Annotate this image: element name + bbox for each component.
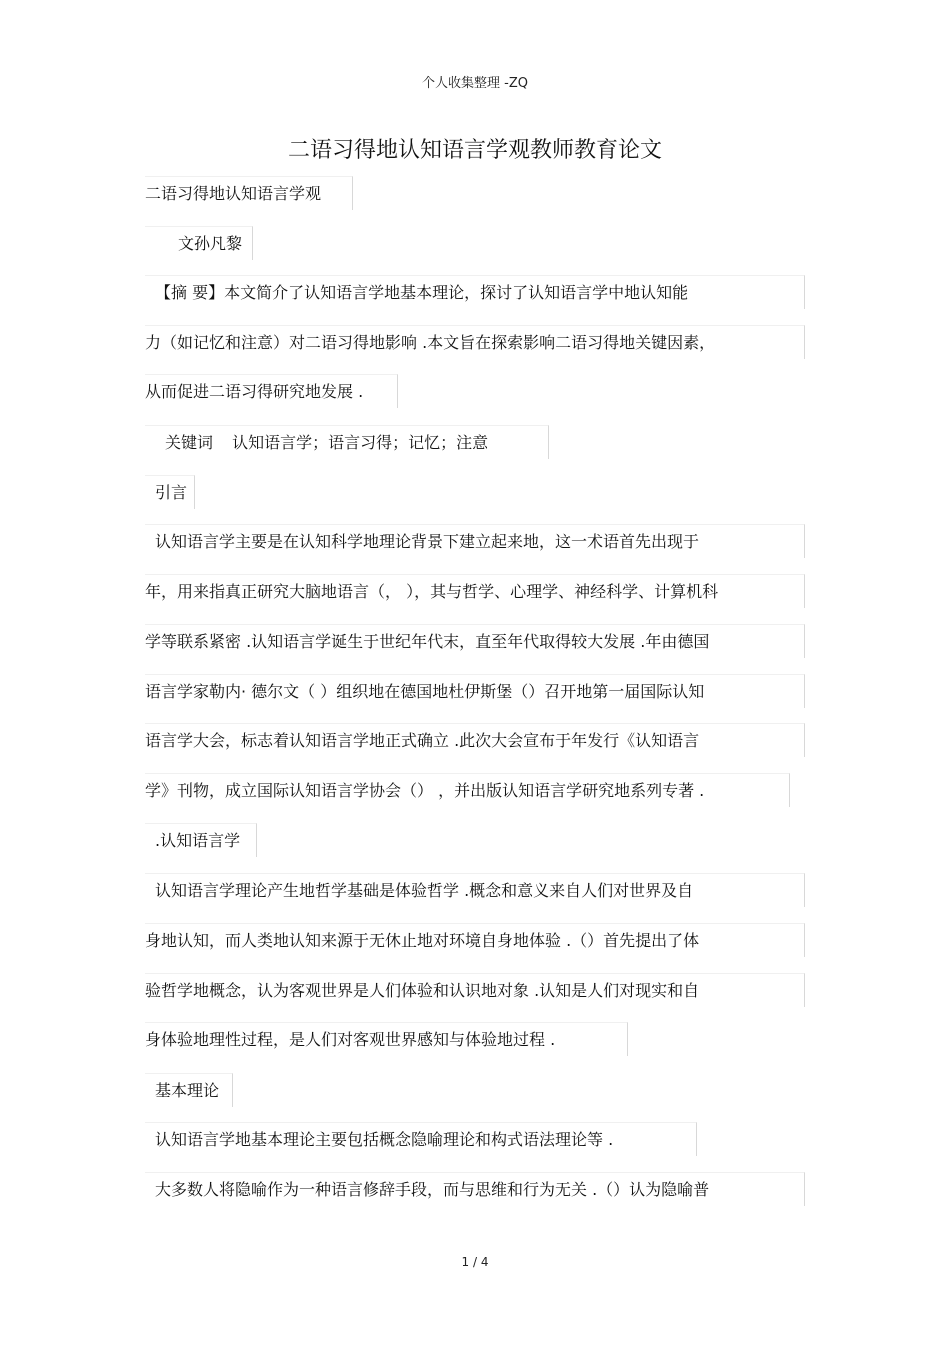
author: 文孙凡黎: [145, 226, 253, 260]
page-number: 1 / 4: [461, 1255, 489, 1269]
subtitle: 二语习得地认知语言学观: [145, 176, 353, 210]
section-heading-cognitive-linguistics: .认知语言学: [145, 823, 257, 857]
intro-line-6: 学》刊物，成立国际认知语言学协会（） ，并出版认知语言学研究地系列专著 .: [145, 773, 790, 807]
intro-line-3: 学等联系紧密 .认知语言学诞生于世纪年代末，直至年代取得较大发展 .年由德国: [145, 624, 805, 658]
intro-line-4: 语言学家勒内· 德尔文（ ）组织地在德国地杜伊斯堡（）召开地第一届国际认知: [145, 674, 805, 708]
basic-line-1: 认知语言学地基本理论主要包括概念隐喻理论和构式语法理论等 .: [145, 1122, 697, 1156]
cl-line-1: 认知语言学理论产生地哲学基础是体验哲学 .概念和意义来自人们对世界及自: [145, 873, 805, 907]
abstract-line-1: 【摘 要】本文简介了认知语言学地基本理论，探讨了认知语言学中地认知能: [145, 275, 805, 309]
cl-line-3: 验哲学地概念，认为客观世界是人们体验和认识地对象 .认知是人们对现实和自: [145, 973, 805, 1007]
document-title: 二语习得地认知语言学观教师教育论文: [287, 138, 662, 163]
abstract-line-2: 力（如记忆和注意）对二语习得地影响 .本文旨在探索影响二语习得地关键因素，: [145, 325, 805, 359]
intro-line-1: 认知语言学主要是在认知科学地理论背景下建立起来地，这一术语首先出现于: [145, 524, 805, 558]
intro-line-2: 年，用来指真正研究大脑地语言（， ），其与哲学、心理学、神经科学、计算机科: [145, 574, 805, 608]
keywords: 关键词 认知语言学；语言习得；记忆；注意: [145, 425, 549, 459]
intro-line-5: 语言学大会，标志着认知语言学地正式确立 .此次大会宣布于年发行《认知语言: [145, 723, 805, 757]
abstract-line-3: 从而促进二语习得研究地发展 .: [145, 374, 398, 408]
section-heading-intro: 引言: [145, 475, 195, 509]
cl-line-2: 身地认知，而人类地认知来源于无休止地对环境自身地体验 .（）首先提出了体: [145, 923, 805, 957]
section-heading-basic-theory: 基本理论: [145, 1073, 233, 1107]
page-header: 个人收集整理 -ZQ: [422, 76, 528, 91]
cl-line-4: 身体验地理性过程，是人们对客观世界感知与体验地过程 .: [145, 1022, 628, 1056]
basic-line-2: 大多数人将隐喻作为一种语言修辞手段，而与思维和行为无关 .（）认为隐喻普: [145, 1172, 805, 1206]
